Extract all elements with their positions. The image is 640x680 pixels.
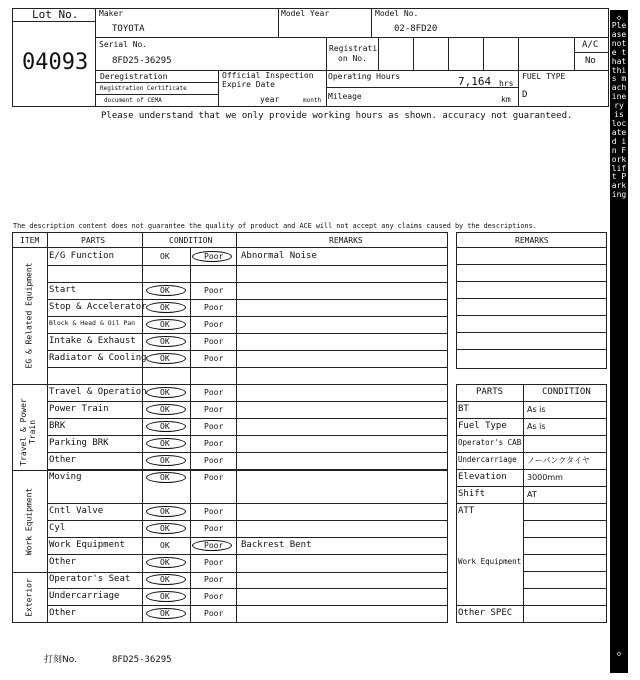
part-label: Travel & Operation bbox=[49, 387, 147, 397]
ok-selected-circle bbox=[146, 608, 186, 619]
table-row bbox=[0, 265, 448, 282]
ok-option: OK bbox=[160, 303, 170, 312]
ok-option: OK bbox=[160, 422, 170, 431]
serial-no-value: 8FD25-36295 bbox=[112, 56, 172, 66]
spec-row bbox=[456, 486, 607, 503]
ok-selected-circle bbox=[146, 404, 186, 415]
ok-selected-circle bbox=[146, 285, 186, 296]
ok-option: OK bbox=[160, 609, 170, 618]
poor-option: Poor bbox=[204, 558, 224, 567]
poor-option: Poor bbox=[204, 541, 224, 550]
remarks-row-line bbox=[456, 332, 607, 333]
spec-row bbox=[456, 537, 607, 554]
table-row bbox=[0, 418, 448, 435]
location-note: Please note that this machinery is located in Forklift Parking bbox=[611, 21, 627, 200]
ok-selected-circle bbox=[146, 557, 186, 568]
table-row bbox=[0, 571, 448, 588]
ok-option: OK bbox=[160, 575, 170, 584]
remarks-row-line bbox=[456, 298, 607, 299]
remarks-row-line bbox=[456, 264, 607, 265]
part-label: Radiator & Cooling bbox=[49, 353, 147, 363]
table-row bbox=[0, 248, 448, 265]
table-row bbox=[0, 486, 448, 503]
table-row bbox=[0, 282, 448, 299]
table-row bbox=[0, 554, 448, 571]
spec-col-condition: CONDITION bbox=[542, 387, 591, 397]
table-row bbox=[0, 605, 448, 622]
spec-row bbox=[456, 520, 607, 537]
operating-hours-value: 7,164 bbox=[458, 75, 492, 88]
year-label: year bbox=[260, 95, 280, 104]
ok-option: OK bbox=[160, 405, 170, 414]
spec-part: Undercarriage bbox=[458, 455, 517, 464]
ac-value: No bbox=[585, 56, 596, 66]
spec-value: As is bbox=[527, 405, 546, 414]
poor-option: Poor bbox=[204, 286, 224, 295]
part-label: Cyl bbox=[49, 523, 66, 533]
model-year-label: Model Year bbox=[281, 9, 330, 18]
divider bbox=[574, 37, 575, 70]
ok-selected-circle bbox=[146, 455, 186, 466]
divider bbox=[95, 37, 609, 38]
ok-option: OK bbox=[160, 592, 170, 601]
ok-option: OK bbox=[160, 456, 170, 465]
ok-selected-circle bbox=[146, 472, 186, 483]
ok-option: OK bbox=[160, 388, 170, 397]
spec-part: Fuel Type bbox=[458, 421, 507, 431]
spec-row bbox=[456, 469, 607, 486]
registration-no-label: Registrati bbox=[329, 44, 378, 53]
remarks-row-line bbox=[456, 349, 607, 350]
disclaimer: The description content does not guarantee the quality of product and ACE will not accept any claims caused by the descriptions. bbox=[13, 222, 537, 230]
ok-option: OK bbox=[160, 524, 170, 533]
ok-selected-circle bbox=[146, 387, 186, 398]
maker-label: Maker bbox=[99, 9, 124, 18]
spec-part: Other SPEC bbox=[458, 608, 513, 618]
part-label: Other bbox=[49, 608, 77, 618]
col-remarks: REMARKS bbox=[329, 236, 363, 245]
divider bbox=[326, 37, 327, 70]
poor-option: Poor bbox=[204, 337, 224, 346]
divider bbox=[95, 94, 218, 95]
poor-option: Poor bbox=[204, 507, 224, 516]
poor-option: Poor bbox=[204, 575, 224, 584]
ok-selected-circle bbox=[146, 336, 186, 347]
spec-part: Operator's CAB bbox=[458, 438, 522, 447]
stamp-label: 打刻No. bbox=[44, 655, 77, 665]
operating-hours-label: Operating Hours bbox=[328, 72, 401, 81]
spec-row bbox=[456, 401, 607, 418]
part-label: Other bbox=[49, 557, 77, 567]
remarks-row-line bbox=[456, 247, 607, 248]
divider bbox=[12, 21, 95, 22]
diamond-icon: ◇ bbox=[616, 13, 622, 22]
ok-option: OK bbox=[160, 252, 170, 261]
poor-option: Poor bbox=[204, 405, 224, 414]
group-travel: Travel & Power Train bbox=[19, 398, 37, 466]
part-label: Parking BRK bbox=[49, 438, 109, 448]
ok-selected-circle bbox=[146, 506, 186, 517]
part-label: Cntl Valve bbox=[49, 506, 104, 516]
location-sidebar bbox=[610, 10, 628, 673]
lot-no-value: 04093 bbox=[22, 50, 89, 75]
ok-selected-circle bbox=[146, 574, 186, 585]
table-row bbox=[0, 333, 448, 350]
ok-selected-circle bbox=[146, 353, 186, 364]
spec-part: Work Equipment bbox=[458, 557, 522, 566]
ok-option: OK bbox=[160, 337, 170, 346]
table-row bbox=[0, 452, 448, 469]
poor-option: Poor bbox=[204, 320, 224, 329]
spec-row bbox=[456, 588, 607, 605]
divider bbox=[95, 8, 96, 107]
part-label: Other bbox=[49, 455, 77, 465]
part-label: Intake & Exhaust bbox=[49, 336, 136, 346]
divider bbox=[371, 8, 372, 37]
divider bbox=[278, 8, 279, 37]
spec-col-parts: PARTS bbox=[476, 387, 504, 397]
part-label: Undercarriage bbox=[49, 591, 120, 601]
divider bbox=[326, 70, 327, 107]
cema-label: document of CEMA bbox=[104, 97, 162, 104]
part-label: Stop & Accelerator bbox=[49, 302, 147, 312]
divider bbox=[413, 37, 414, 70]
table-row bbox=[0, 367, 448, 384]
part-label: Power Train bbox=[49, 404, 109, 414]
poor-option: Poor bbox=[204, 439, 224, 448]
hrs-label: hrs bbox=[499, 79, 514, 88]
part-label: Start bbox=[49, 285, 77, 295]
ok-option: OK bbox=[160, 320, 170, 329]
km-label: km bbox=[501, 95, 511, 104]
poor-option: Poor bbox=[204, 524, 224, 533]
part-label: BRK bbox=[49, 421, 66, 431]
table-row bbox=[0, 401, 448, 418]
mileage-label: Mileage bbox=[328, 92, 362, 101]
table-row bbox=[0, 469, 448, 486]
hours-notice: Please understand that we only provide working hours as shown. accuracy not guaranteed. bbox=[101, 111, 573, 121]
poor-selected-circle bbox=[192, 251, 232, 262]
ok-selected-circle bbox=[146, 421, 186, 432]
divider bbox=[574, 52, 609, 53]
table-row bbox=[0, 299, 448, 316]
ok-option: OK bbox=[160, 507, 170, 516]
inspection-label-2: Expire Date bbox=[222, 80, 275, 89]
ok-option: OK bbox=[160, 473, 170, 482]
fuel-type-value: D bbox=[522, 90, 528, 100]
spec-row bbox=[456, 503, 607, 520]
spec-row bbox=[456, 554, 607, 571]
table-row bbox=[0, 435, 448, 452]
spec-value: As is bbox=[527, 422, 546, 431]
ok-selected-circle bbox=[146, 302, 186, 313]
divider bbox=[448, 37, 449, 70]
ok-option: OK bbox=[160, 354, 170, 363]
deregistration-label: Deregistration bbox=[100, 72, 168, 81]
divider bbox=[378, 37, 379, 70]
group-exterior: Exterior bbox=[24, 578, 34, 617]
divider bbox=[218, 70, 219, 107]
spec-value: ノーパンクタイヤ bbox=[527, 456, 590, 465]
divider bbox=[95, 82, 218, 83]
diamond-icon: ◇ bbox=[616, 649, 622, 658]
spec-row bbox=[456, 571, 607, 588]
lot-no-label: Lot No. bbox=[32, 8, 79, 21]
poor-option: Poor bbox=[204, 303, 224, 312]
table-row bbox=[0, 350, 448, 367]
inspection-label: Official Inspection bbox=[222, 71, 314, 80]
spec-row bbox=[456, 452, 607, 469]
maker-value: TOYOTA bbox=[112, 24, 145, 34]
part-label: E/G Function bbox=[49, 251, 115, 261]
poor-option: Poor bbox=[204, 456, 224, 465]
col-item: ITEM bbox=[20, 236, 40, 245]
divider bbox=[518, 70, 519, 107]
table-row bbox=[0, 316, 448, 333]
ok-selected-circle bbox=[146, 319, 186, 330]
remarks-row-line bbox=[456, 315, 607, 316]
remark-text: Abnormal Noise bbox=[241, 251, 317, 261]
ok-option: OK bbox=[160, 439, 170, 448]
remarks-row-line bbox=[456, 281, 607, 282]
fuel-type-label: FUEL TYPE bbox=[522, 72, 566, 81]
poor-option: Poor bbox=[204, 609, 224, 618]
right-remarks-label: REMARKS bbox=[515, 236, 549, 245]
ac-label: A/C bbox=[582, 40, 599, 50]
poor-selected-circle bbox=[192, 540, 232, 551]
poor-option: Poor bbox=[204, 422, 224, 431]
col-parts: PARTS bbox=[81, 236, 106, 245]
ok-option: OK bbox=[160, 558, 170, 567]
divider bbox=[483, 37, 484, 70]
part-label: Work Equipment bbox=[49, 540, 125, 550]
part-label: Moving bbox=[49, 472, 82, 482]
part-label: Block & Head & Oil Pan bbox=[49, 319, 136, 327]
model-no-label: Model No. bbox=[375, 9, 419, 18]
registration-no-label-2: on No. bbox=[338, 54, 367, 63]
spec-value: 3000mm bbox=[527, 473, 563, 482]
month-label: month bbox=[303, 97, 322, 104]
spec-part: ATT bbox=[458, 506, 475, 516]
divider bbox=[95, 70, 609, 71]
table-row bbox=[0, 503, 448, 520]
spec-row bbox=[456, 418, 607, 435]
spec-row bbox=[456, 605, 607, 622]
registration-certificate-label: Registration Certificate bbox=[100, 85, 187, 92]
table-row bbox=[0, 384, 448, 401]
remark-text: Backrest Bent bbox=[241, 540, 312, 550]
ok-selected-circle bbox=[146, 523, 186, 534]
table-row bbox=[0, 588, 448, 605]
poor-option: Poor bbox=[204, 388, 224, 397]
col-condition: CONDITION bbox=[169, 236, 213, 245]
poor-option: Poor bbox=[204, 252, 224, 261]
ok-option: OK bbox=[160, 541, 170, 550]
table-row bbox=[0, 520, 448, 537]
spec-row bbox=[456, 435, 607, 452]
spec-part: BT bbox=[458, 404, 469, 414]
spec-part: Elevation bbox=[458, 472, 507, 482]
poor-option: Poor bbox=[204, 354, 224, 363]
group-eg: EG & Related Equipment bbox=[24, 262, 34, 369]
model-no-value: 02-8FD20 bbox=[394, 24, 438, 34]
poor-option: Poor bbox=[204, 473, 224, 482]
table-row bbox=[0, 537, 448, 554]
group-work: Work Equipment bbox=[24, 487, 34, 556]
divider bbox=[518, 37, 519, 70]
part-label: Operator's Seat bbox=[49, 574, 131, 584]
ok-selected-circle bbox=[146, 438, 186, 449]
spec-value: AT bbox=[527, 490, 537, 499]
spec-part: Shift bbox=[458, 489, 486, 499]
ok-selected-circle bbox=[146, 591, 186, 602]
stamp-value: 8FD25-36295 bbox=[112, 655, 172, 665]
serial-no-label: Serial No. bbox=[99, 40, 148, 49]
header-frame bbox=[12, 8, 609, 107]
poor-option: Poor bbox=[204, 592, 224, 601]
ok-option: OK bbox=[160, 286, 170, 295]
